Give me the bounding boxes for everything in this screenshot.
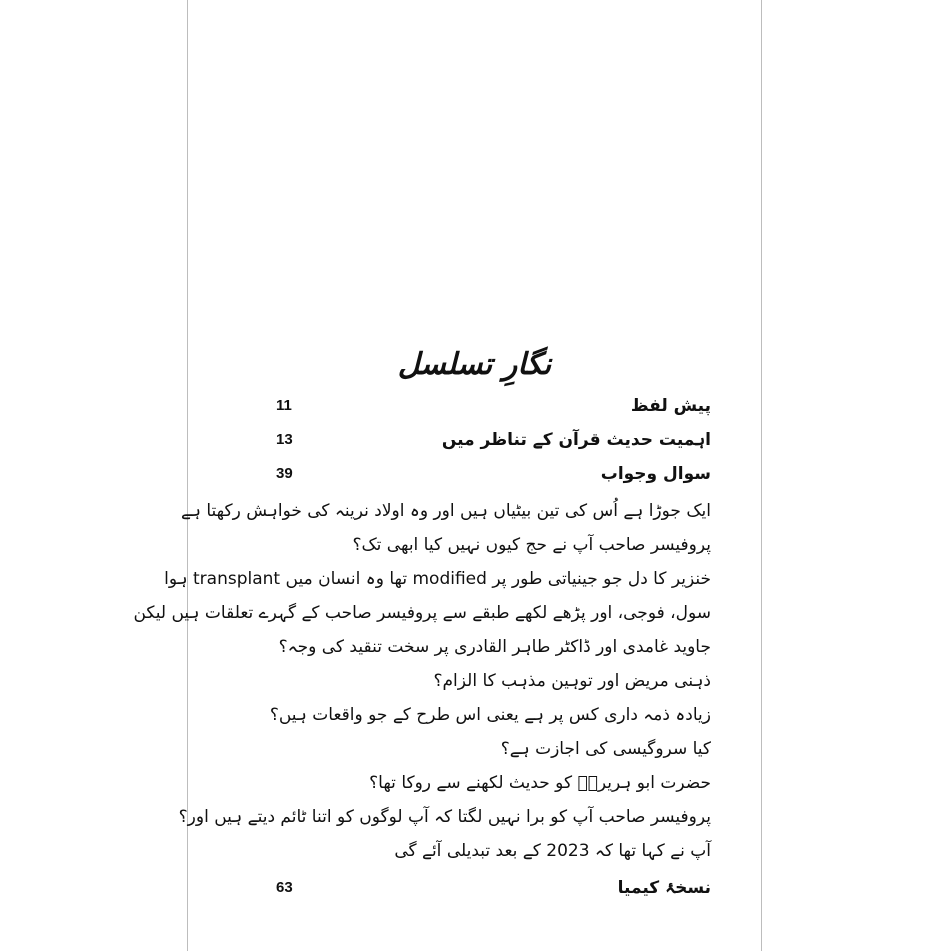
toc-subentry: جاوید غامدی اور ڈاکٹر طاہر القادری پر سخت تنقید کی وجہ؟: [278, 637, 711, 657]
toc-subentry: حضرت ابو ہریرہؓ کو حدیث لکھنے سے روکا تھا؟: [369, 773, 711, 793]
page-number-questions-answers: 39: [276, 465, 293, 482]
toc-subentry: سول، فوجی، اور پڑھے لکھے طبقے سے پروفیسر صاحب کے گہرے تعلقات ہیں لیکن: [133, 603, 711, 623]
toc-entry-alchemy: نسخۂ کیمیا: [617, 878, 711, 898]
book-page: [133, 0, 762, 951]
toc-subentry: خنزیر کا دل جو جینیاتی طور پر modified تھا وہ انسان میں transplant ہوا: [164, 569, 711, 589]
toc-subentry: ایک جوڑا ہے اُس کی تین بیٹیاں ہیں اور وہ اولاد نرینہ کی خواہش رکھتا ہے: [181, 501, 711, 521]
toc-entry-hadith-importance: اہمیت حدیث قرآن کے تناظر میں: [441, 430, 711, 450]
toc-subentry: ذہنی مریض اور توہین مذہب کا الزام؟: [433, 671, 711, 691]
toc-subentry: پروفیسر صاحب آپ نے حج کیوں نہیں کیا ابھی تک؟: [352, 535, 711, 555]
toc-subentry: آپ نے کہا تھا کہ 2023 کے بعد تبدیلی آئے گی: [394, 841, 711, 861]
page-number-alchemy: 63: [276, 879, 293, 896]
toc-subentry: زیادہ ذمہ داری کس پر ہے یعنی اس طرح کے جو واقعات ہیں؟: [269, 705, 711, 725]
toc-entry-preface: پیش لفظ: [630, 396, 711, 416]
toc-heading: نگارِ تسلسل: [397, 347, 552, 382]
page-number-preface: 11: [276, 397, 292, 414]
toc-subentry: پروفیسر صاحب آپ کو برا نہیں لگتا کہ آپ لوگوں کو اتنا ٹائم دیتے ہیں اور؟: [178, 807, 711, 827]
page-number-hadith-importance: 13: [276, 431, 293, 448]
toc-entry-questions-answers: سوال وجواب: [600, 464, 711, 484]
toc-subentry: کیا سروگیسی کی اجازت ہے؟: [500, 739, 711, 759]
